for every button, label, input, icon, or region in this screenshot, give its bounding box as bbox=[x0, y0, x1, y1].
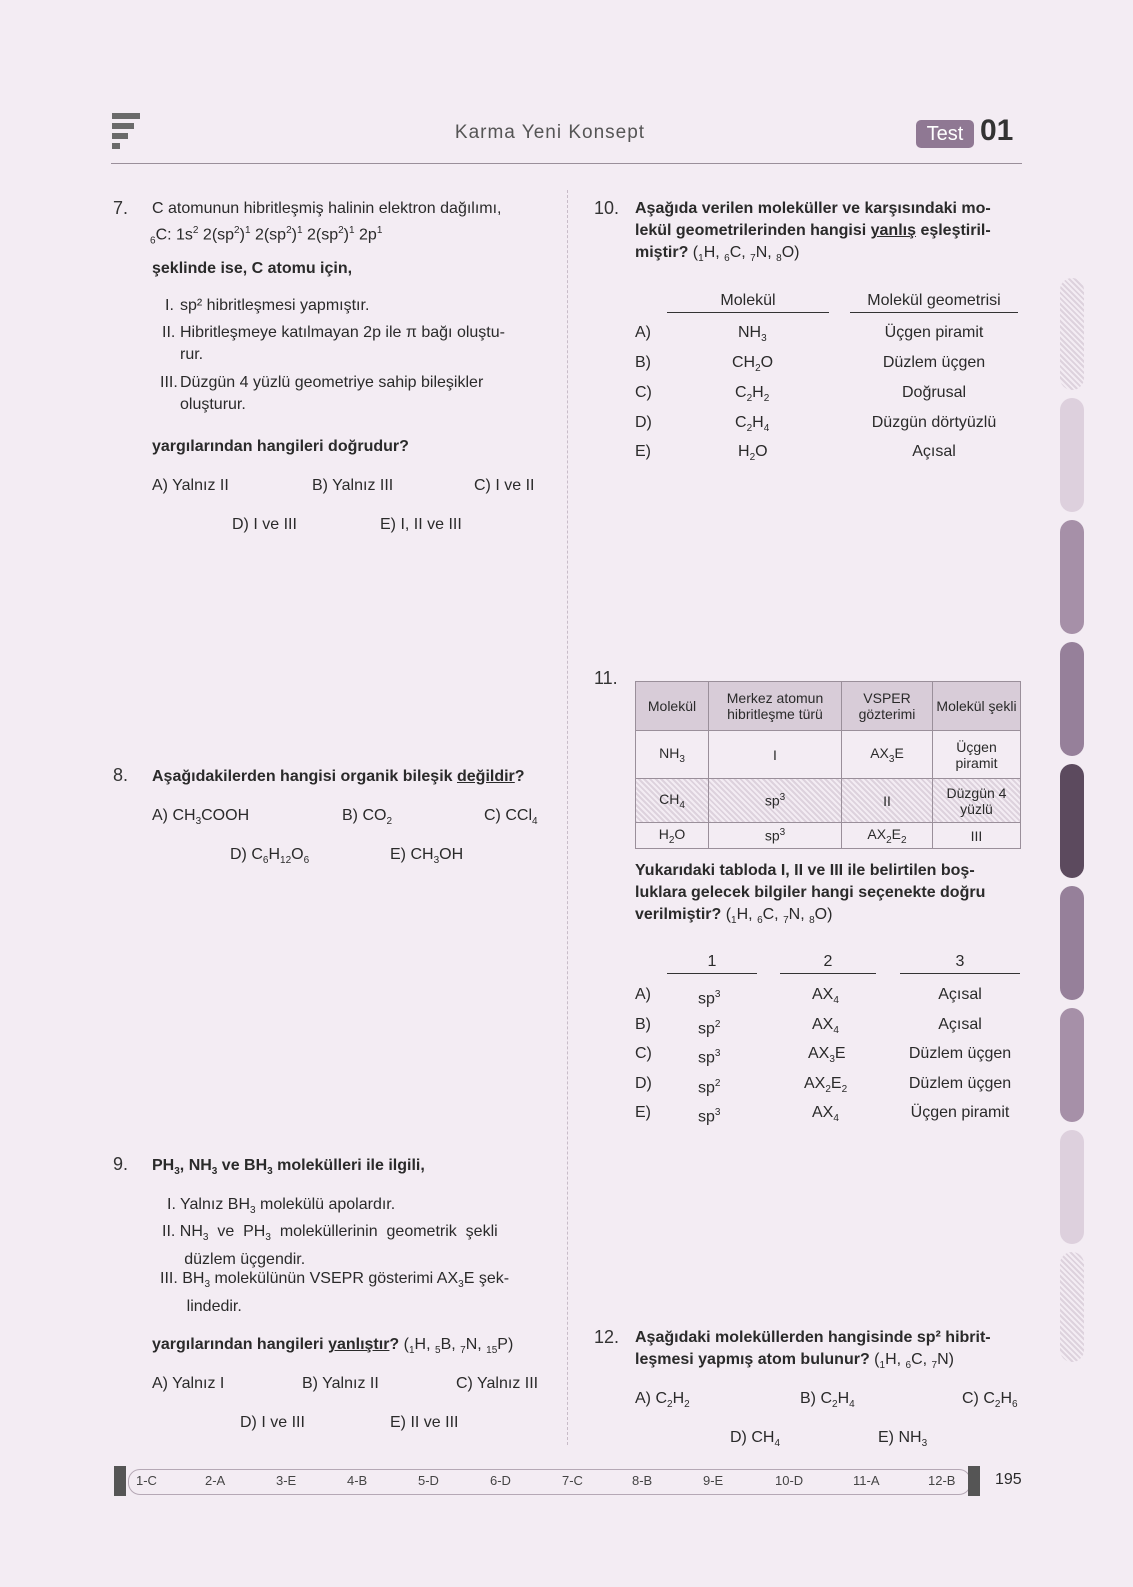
q11-cell: Düzgün 4 yüzlü bbox=[933, 779, 1021, 823]
q7-option-c[interactable]: C) I ve II bbox=[474, 477, 535, 494]
q11-header: Molekül bbox=[636, 682, 709, 731]
q10-molecule: $H_2O$ bbox=[738, 443, 768, 464]
q7-item-rn: I. bbox=[165, 297, 174, 314]
q11-question-3: verilmiştir? ($_1H$, $_6$C, $_7$N, $_8$O) bbox=[635, 906, 833, 927]
q12-option-c[interactable]: C) $C_2H_6$ bbox=[962, 1390, 1018, 1411]
q11-hybrid: $sp^3$ bbox=[698, 1048, 721, 1067]
q11-hybrid: $sp^3$ bbox=[698, 1107, 721, 1126]
q11-header: Molekül şekli bbox=[933, 682, 1021, 731]
q12-option-b[interactable]: B) $C_2H_4$ bbox=[800, 1390, 855, 1411]
q11-cell: $sp^3$ bbox=[709, 779, 842, 823]
q12-option-d[interactable]: D) $CH_4$ bbox=[730, 1429, 780, 1450]
side-tab[interactable] bbox=[1060, 520, 1084, 634]
q8-option-b[interactable]: B) $CO_2$ bbox=[342, 807, 393, 828]
q12-number: 12. bbox=[594, 1327, 620, 1347]
q7-item-text: Hibritleşmeye katılmayan 2p ile π bağı oluştu- bbox=[180, 324, 505, 341]
q10-line2: lekül geometrilerinden hangisi yanlış eşleştiril- bbox=[635, 222, 991, 239]
answer-key-item: 6-D bbox=[490, 1473, 511, 1488]
q9-option-b[interactable]: B) Yalnız II bbox=[302, 1375, 379, 1392]
q11-shape: Düzlem üçgen bbox=[908, 1075, 1012, 1092]
side-tab[interactable] bbox=[1060, 886, 1084, 1000]
q7-question: yargılarından hangileri doğrudur? bbox=[152, 438, 409, 455]
q11-letter-c[interactable]: C) bbox=[635, 1045, 652, 1062]
answer-key-item: 7-C bbox=[562, 1473, 583, 1488]
header-divider bbox=[111, 163, 1022, 164]
q7-option-e[interactable]: E) I, II ve III bbox=[380, 516, 462, 533]
q7-electron-config: $_6$C: $1s^2$ $2(sp^2)^1$ $2(sp^2)^1$ $2(sp^2)^1$ $2p^1$ bbox=[150, 225, 383, 247]
q12-option-a[interactable]: A) $C_2H_2$ bbox=[635, 1390, 690, 1411]
q10-geometry: Düzgün dörtyüzlü bbox=[871, 414, 997, 431]
q11-cell: $CH_4$ bbox=[636, 779, 709, 823]
q11-vsepr: $AX_4$ bbox=[812, 1104, 839, 1125]
q11-shape: Üçgen piramit bbox=[910, 1104, 1010, 1121]
q11-header: Merkez atomun hibritleşme türü bbox=[709, 682, 842, 731]
answer-key-item: 8-B bbox=[632, 1473, 653, 1488]
q11-cell: I bbox=[709, 731, 842, 779]
answer-key-item: 11-A bbox=[853, 1473, 880, 1488]
q8-option-e[interactable]: E) $CH_3OH$ bbox=[390, 846, 464, 867]
column-divider bbox=[567, 190, 568, 1445]
answer-key-bar bbox=[128, 1469, 971, 1495]
q10-line1: Aşağıda verilen moleküller ve karşısındaki mo- bbox=[635, 200, 991, 217]
q9-number: 9. bbox=[113, 1154, 129, 1174]
q9-option-c[interactable]: C) Yalnız III bbox=[456, 1375, 539, 1392]
q8-number: 8. bbox=[113, 765, 129, 785]
q12-line1: Aşağıdaki moleküllerden hangisinde sp² hibrit- bbox=[635, 1329, 991, 1346]
q11-cell: $NH_3$ bbox=[636, 731, 709, 779]
q11-shape: Açısal bbox=[938, 1016, 982, 1033]
side-tab[interactable] bbox=[1060, 1008, 1084, 1122]
side-tab[interactable] bbox=[1060, 1252, 1084, 1362]
q11-vsepr: $AX_3E$ bbox=[808, 1045, 846, 1066]
q11-number: 11. bbox=[594, 668, 618, 688]
q11-cell: II bbox=[842, 779, 933, 823]
publisher-logo bbox=[112, 113, 142, 153]
q9-item-2: II. $NH_3$ ve $PH_3$ moleküllerinin geometrik şekli düzlem üçgendir. bbox=[162, 1223, 498, 1269]
q7-line1: C atomunun hibritleşmiş halinin elektron dağılımı, bbox=[152, 200, 502, 217]
q10-col-molecule: Molekül bbox=[667, 292, 829, 313]
q11-hybrid: $sp^3$ bbox=[698, 989, 721, 1008]
answer-key-item: 1-C bbox=[136, 1473, 157, 1488]
test-badge: Test bbox=[916, 120, 974, 148]
q10-geometry: Açısal bbox=[912, 443, 956, 460]
q11-letter-e[interactable]: E) bbox=[635, 1104, 651, 1121]
q7-number: 7. bbox=[113, 198, 129, 218]
q10-letter-d[interactable]: D) bbox=[635, 414, 652, 431]
answer-key-item: 2-A bbox=[205, 1473, 226, 1488]
q11-hybrid: $sp^2$ bbox=[698, 1019, 721, 1038]
side-tab[interactable] bbox=[1060, 278, 1084, 390]
side-tab[interactable] bbox=[1060, 398, 1084, 512]
answer-key-item: 5-D bbox=[418, 1473, 439, 1488]
q7-option-b[interactable]: B) Yalnız III bbox=[312, 477, 394, 494]
q9-question: yargılarından hangileri yanlıştır? ($_1H$, $_5$B, $_7$N, $_{15}$P) bbox=[152, 1336, 514, 1357]
q10-molecule: $CH_2O$ bbox=[732, 354, 774, 375]
q11-vsepr: $AX_4$ bbox=[812, 986, 839, 1007]
q11-cell: $H_2O$ bbox=[636, 823, 709, 849]
q7-option-d[interactable]: D) I ve III bbox=[232, 516, 297, 533]
q7-item-rn: II. bbox=[162, 324, 176, 341]
q11-cell: III bbox=[933, 823, 1021, 849]
q11-question-2: luklara gelecek bilgiler hangi seçenekte doğru bbox=[635, 884, 986, 901]
q10-letter-e[interactable]: E) bbox=[635, 443, 651, 460]
q11-vsepr: $AX_4$ bbox=[812, 1016, 839, 1037]
q11-hybrid: $sp^2$ bbox=[698, 1078, 721, 1097]
q11-letter-a[interactable]: A) bbox=[635, 986, 651, 1003]
q10-letter-c[interactable]: C) bbox=[635, 384, 652, 401]
q10-geometry: Üçgen piramit bbox=[884, 324, 984, 341]
page-number: 195 bbox=[995, 1471, 1022, 1488]
q11-col-2: 2 bbox=[780, 953, 876, 974]
q10-line3: miştir? ($_1H$, $_6$C, $_7$N, $_8$O) bbox=[635, 244, 800, 265]
page-title: Karma Yeni Konsept bbox=[454, 122, 646, 143]
q9-option-a[interactable]: A) Yalnız I bbox=[152, 1375, 225, 1392]
q11-shape: Açısal bbox=[938, 986, 982, 1003]
q10-molecule: $NH_3$ bbox=[738, 324, 767, 345]
q8-text: Aşağıdakilerden hangisi organik bileşik değildir? bbox=[152, 768, 525, 785]
q7-item-text2: oluşturur. bbox=[180, 396, 246, 413]
q7-option-a[interactable]: A) Yalnız II bbox=[152, 477, 229, 494]
answer-key-item: 3-E bbox=[276, 1473, 297, 1488]
q11-cell: Üçgen piramit bbox=[933, 731, 1021, 779]
q11-question-1: Yukarıdaki tabloda I, II ve III ile belirtilen boş- bbox=[635, 862, 975, 879]
q10-number: 10. bbox=[594, 198, 620, 218]
side-tab-active[interactable] bbox=[1060, 764, 1084, 878]
q11-col-1: 1 bbox=[667, 953, 757, 974]
q11-letter-d[interactable]: D) bbox=[635, 1075, 652, 1092]
answer-key-item: 10-D bbox=[775, 1473, 804, 1488]
q8-option-a[interactable]: A) $CH_3COOH$ bbox=[152, 807, 250, 828]
answer-key-item: 4-B bbox=[347, 1473, 368, 1488]
q7-item-rn: III. bbox=[160, 374, 178, 391]
q9-item-1: I. Yalnız $BH_3$ molekülü apolardır. bbox=[167, 1196, 396, 1217]
side-tab[interactable] bbox=[1060, 1130, 1084, 1244]
q11-vsepr: $AX_2E_2$ bbox=[804, 1075, 848, 1096]
q7-item-text2: rur. bbox=[180, 346, 204, 363]
q10-molecule: $C_2H_2$ bbox=[735, 384, 770, 405]
answer-key-item: 12-B bbox=[928, 1473, 956, 1488]
q7-line3: şeklinde ise, C atomu için, bbox=[152, 260, 353, 277]
q11-cell: $sp^3$ bbox=[709, 823, 842, 849]
q10-col-geometry: Molekül geometrisi bbox=[850, 292, 1018, 313]
q11-shape: Düzlem üçgen bbox=[908, 1045, 1012, 1062]
q9-option-e[interactable]: E) II ve III bbox=[390, 1414, 459, 1431]
q12-line2: leşmesi yapmış atom bulunur? ($_1H$, $_6$C, $_7$N) bbox=[635, 1351, 954, 1372]
q9-intro: $PH_3$, $NH_3$ ve $BH_3$ molekülleri ile ilgili, bbox=[152, 1157, 425, 1178]
q8-option-c[interactable]: C) CCl$_4$ bbox=[484, 807, 538, 828]
footer-left-marker bbox=[114, 1466, 126, 1496]
q11-cell: $AX_3E$ bbox=[842, 731, 933, 779]
answer-key-item: 9-E bbox=[703, 1473, 724, 1488]
footer-right-marker bbox=[968, 1466, 980, 1496]
q11-letter-b[interactable]: B) bbox=[635, 1016, 651, 1033]
q11-table bbox=[635, 681, 1021, 849]
test-number: 01 bbox=[980, 114, 1014, 147]
q7-item-text: sp² hibritleşmesi yapmıştır. bbox=[180, 297, 370, 314]
q9-item-3: III. $BH_3$ molekülünün VSEPR gösterimi $AX_3E$ şek- lindedir. bbox=[160, 1270, 510, 1316]
q11-header: VSPER gözterimi bbox=[842, 682, 933, 731]
q8-option-d[interactable]: D) $C_6H_{12}O_6$ bbox=[230, 846, 310, 867]
q10-molecule: $C_2H_4$ bbox=[735, 414, 770, 435]
q11-col-3: 3 bbox=[900, 953, 1020, 974]
q10-letter-b[interactable]: B) bbox=[635, 354, 651, 371]
q10-geometry: Düzlem üçgen bbox=[882, 354, 986, 371]
q10-letter-a[interactable]: A) bbox=[635, 324, 651, 341]
q9-option-d[interactable]: D) I ve III bbox=[240, 1414, 305, 1431]
q7-item-text: Düzgün 4 yüzlü geometriye sahip bileşikler bbox=[180, 374, 484, 391]
q10-geometry: Doğrusal bbox=[901, 384, 967, 401]
q12-option-e[interactable]: E) $NH_3$ bbox=[878, 1429, 928, 1450]
q11-cell: $AX_2E_2$ bbox=[842, 823, 933, 849]
side-tab[interactable] bbox=[1060, 642, 1084, 756]
